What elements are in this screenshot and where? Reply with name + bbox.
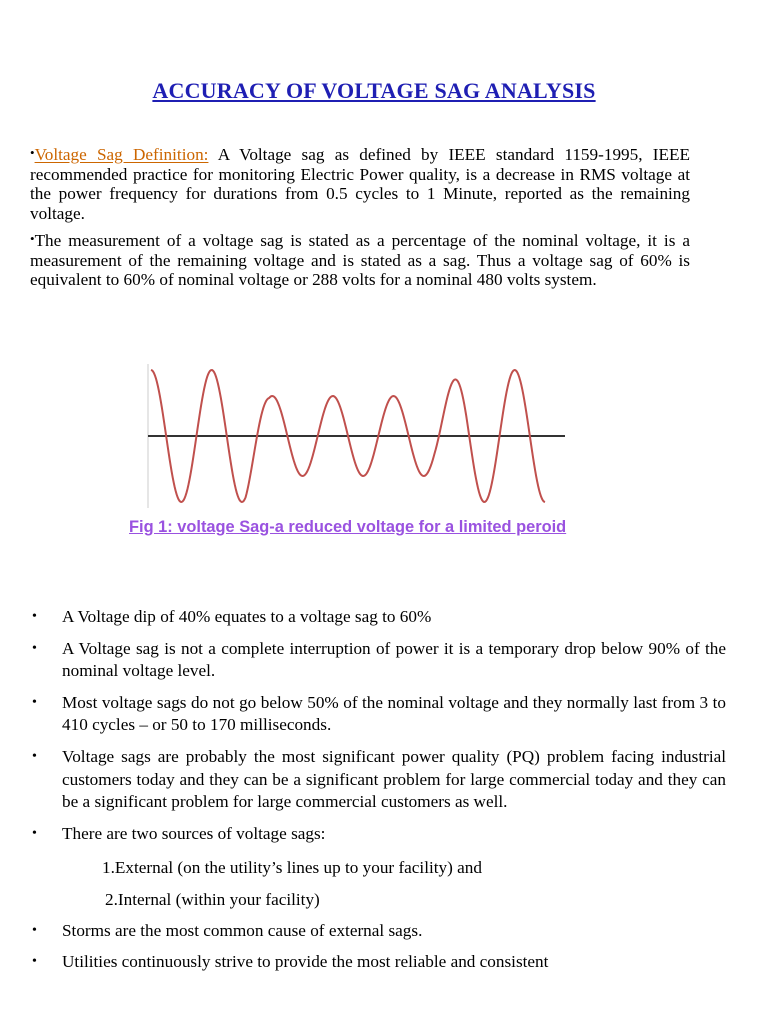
bullet-marker: • (32, 954, 37, 970)
list-item-text: A Voltage sag is not a complete interruption of power it is a temporary drop below 90% of the nominal voltage level. (62, 638, 726, 681)
voltage-sag-figure (145, 362, 570, 512)
definition-paragraph (30, 143, 690, 223)
list-item-text: Most voltage sags do not go below 50% of the nominal voltage and they normally last from 3 to 410 cycles – or 50 to 170 milliseconds. (62, 692, 726, 735)
list-item-text: 1.External (on the utility’s lines up to your facility) and (102, 858, 482, 878)
bullet-marker: • (32, 825, 37, 841)
bullet-marker: • (30, 231, 35, 246)
bullet-list (0, 606, 768, 983)
sub-list-item-internal (62, 889, 726, 912)
list-item-text: A Voltage dip of 40% equates to a voltage sag to 60% (62, 607, 432, 626)
list-item (32, 951, 726, 974)
page-title: ACCURACY OF VOLTAGE SAG ANALYSIS (152, 78, 596, 103)
bullet-marker: • (30, 145, 35, 160)
bullet-marker: • (32, 748, 37, 764)
measurement-paragraph (30, 229, 690, 290)
list-item (32, 823, 726, 846)
bullet-marker: • (32, 640, 37, 656)
list-item (32, 606, 726, 629)
list-item-text: There are two sources of voltage sags: (62, 823, 326, 843)
definition-text: A Voltage sag as defined by IEEE standard 1159-1995, IEEE recommended practice for monitoring Electric Power quality, is a decrease in RMS voltage at the power frequency for durations from 0.5 cycles to 1 Minute, reported as the remaining voltage. (30, 145, 690, 223)
measurement-text: The measurement of a voltage sag is stated as a percentage of the nominal voltage, it is a measurement of the remaining voltage and is stated as a sag. Thus a voltage sag of 60% is equivalent to 60% of nominal voltage or 288 volts for a nominal 480 volts system. (30, 231, 690, 290)
list-item-text: Voltage sags are probably the most significant power quality (PQ) problem facing industrial customers today and they can be a significant problem for large commercial today and they can be a significant problem for large commercial customers as well. (62, 746, 726, 812)
list-item-text: Utilities continuously strive to provide the most reliable and consistent (62, 952, 549, 972)
figure-caption: Fig 1: voltage Sag-a reduced voltage for a limited peroid (129, 518, 567, 536)
list-item-text: Storms are the most common cause of external sags. (62, 920, 423, 940)
definition-term-link[interactable]: Voltage Sag Definition: (34, 145, 209, 164)
sub-list-item-external (62, 857, 726, 880)
bullet-marker: • (32, 922, 37, 938)
list-item (32, 920, 726, 943)
list-item (32, 638, 726, 683)
bullet-marker: • (32, 694, 37, 710)
voltage-sag-waveform-image (145, 362, 570, 512)
bullet-marker: • (32, 609, 37, 624)
list-item (32, 746, 726, 814)
list-item (32, 692, 726, 737)
list-item-text: 2.Internal (within your facility) (105, 889, 320, 909)
